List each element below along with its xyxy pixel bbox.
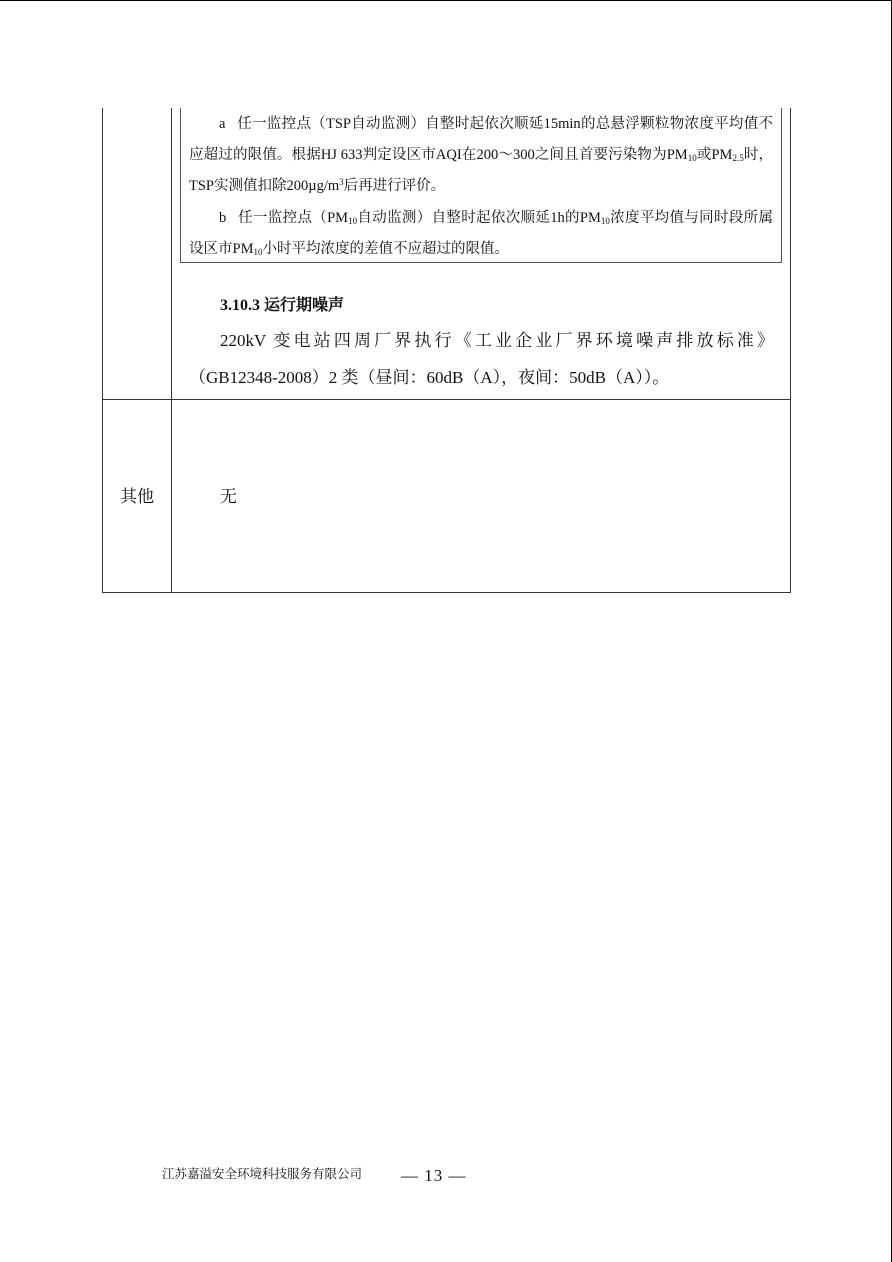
page-number: — 13 —	[401, 1166, 467, 1185]
standards-table	[102, 108, 791, 593]
other-row-value: 无	[220, 487, 237, 506]
page-top-rule	[0, 0, 892, 1]
other-row-label: 其他	[120, 487, 154, 506]
note-a: a 任一监控点（TSP自动监测）自整时起依次顺延15min的总悬浮颗粒物浓度平均值不应超过的限值。根据HJ 633判定设区市AQI在200～300之间且首要污染物为$PM_{10}$或$PM_{2.5}$时，TSP实测值扣除$200\mu g/m^3$后再进行评价。	[189, 116, 774, 194]
footer-company: 江苏嘉溢安全环境科技服务有限公司	[162, 1167, 363, 1181]
note-b: b 任一监控点（$PM_{10}$自动监测）自整时起依次顺延1h的$PM_{10}$浓度平均值与同时段所属设区市$PM_{10}$小时平均浓度的差值不应超过的限值。	[189, 209, 773, 257]
table-note-box	[180, 108, 782, 263]
table-row-divider	[103, 399, 790, 400]
table-column-divider	[171, 108, 172, 592]
section-heading: 3.10.3 运行期噪声	[220, 297, 345, 314]
section-body: 220kV 变电站四周厂界执行《工业企业厂界环境噪声排放标准》（GB12348-2008）2 类（昼间：60dB（A），夜间：50dB（A））。	[189, 331, 774, 387]
